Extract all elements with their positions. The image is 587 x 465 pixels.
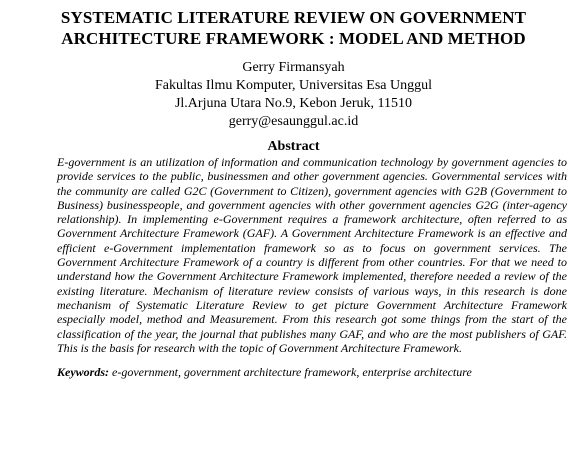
author-address: Jl.Arjuna Utara No.9, Kebon Jeruk, 11510 bbox=[174, 96, 413, 111]
paper-title bbox=[0, 0, 587, 49]
paper-title-line-1: SYSTEMATIC LITERATURE REVIEW ON GOVERNMENT bbox=[60, 8, 527, 27]
paper-title-line-2: ARCHITECTURE FRAMEWORK : MODEL AND METHOD bbox=[61, 29, 526, 48]
keywords-text: e-government, government architecture framework, enterprise architecture bbox=[112, 365, 472, 380]
keywords-label: Keywords: bbox=[57, 365, 109, 380]
author-affiliation: Fakultas Ilmu Komputer, Universitas Esa Unggul bbox=[154, 78, 433, 93]
author-block bbox=[0, 59, 587, 131]
abstract-heading: Abstract bbox=[267, 139, 320, 154]
author-name: Gerry Firmansyah bbox=[242, 60, 345, 75]
author-email: gerry@esaunggul.ac.id bbox=[228, 114, 359, 129]
keywords-line bbox=[57, 365, 567, 379]
abstract-body: E-government is an utilization of information and communication technology by government agencies to provide services to the public, businessmen and other government agencies. Governmental services with the community are called G2C (Government to Citizen), government agencies with G2B (Government to Business) businesspeople, and government agencies with other government agencies G2G (inter-agency relationship). In implementing e-Government requires a framework architecture, often referred to as Government Architecture Framework (GAF). A Government Architecture Framework is an effective and efficient e-Government implementation framework so as to focus on government services. The Government Architecture Framework of a country is different from other countries. For that we need to understand how the Government Architecture Framework implemented, therefore needed a review of the existing literature. Mechanism of literature review consists of various ways, in this research is done mechanism of Systematic Literature Review to get picture Government Architecture Framework especially model, method and Measurement. From this research got some things from the start of the classification of the year, the journal that publishes many GAF, and who are the most publishers of GAF. This is the basis for research with the topic of Government Architecture Framework. bbox=[57, 155, 567, 355]
